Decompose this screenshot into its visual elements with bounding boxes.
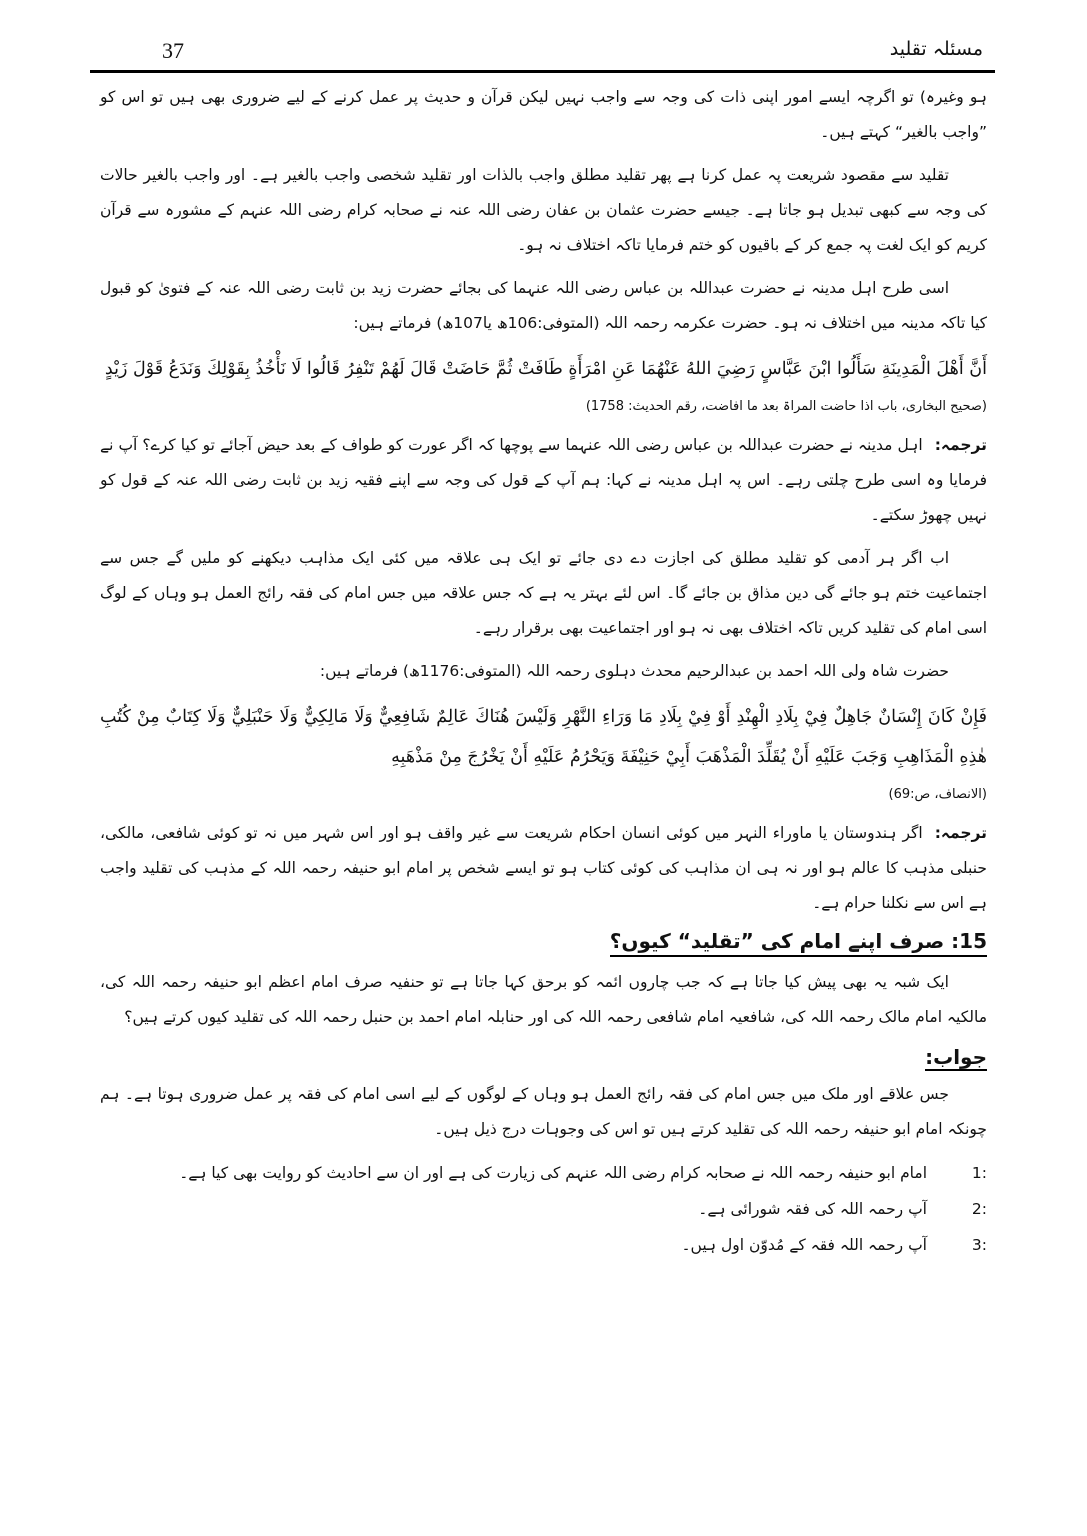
running-title: مسئلہ تقلید	[889, 38, 983, 60]
translation-1	[100, 428, 987, 533]
list-item	[100, 1191, 987, 1227]
list-item	[100, 1155, 987, 1191]
section-heading	[100, 929, 987, 953]
translation-label: ترجمہ:	[934, 436, 987, 454]
translation-2	[100, 816, 987, 921]
page-number: 37	[162, 38, 184, 63]
translation-1-text: اہل مدینہ نے حضرت عبداللہ بن عباس رضی اللہ عنہما سے پوچھا کہ اگر عورت کو طواف کے بعد حیض آجائے تو کیا کرے؟ آپ نے فرمایا وہ اسی طرح چلتی رہے۔ اس پہ اہل مدینہ نے کہا: ہم آپ کے قول کی وجہ سے اپنے فقیہ زید بن ثابت رضی اللہ عنہ کے قول کو نہیں چھوڑ سکتے۔	[100, 436, 987, 524]
paragraph-2: تقلید سے مقصود شریعت پہ عمل کرنا ہے پھر تقلید مطلق واجب بالذات اور تقلید شخصی واجب بالغیر ہے۔ اور واجب بالغیر حالات کی وجہ سے کبھی تبدیل ہو جاتا ہے۔ جیسے حضرت عثمان بن عفان رضی اللہ عنہ نے صحابہ کرام رضی اللہ عنہم کے مشورہ سے قرآن کریم کو ایک لغت پہ جمع کر کے باقیوں کو ختم فرمایا تاکہ اختلاف نہ ہو۔	[100, 166, 987, 254]
list-item	[100, 1227, 987, 1263]
translation-2-text: اگر ہندوستان یا ماوراء النہر میں کوئی انسان احکام شریعت سے غیر واقف ہو اور اس شہر میں نہ تو کوئی شافعی، مالکی، حنبلی مذہب کا عالم ہو اور نہ ہی ان مذاہب کی کوئی کتاب ہو تو ایسے شخص پر امام ابو حنیفہ رحمہ اللہ کے مذہب کی تقلید واجب ہے اس سے نکلنا حرام ہے۔	[100, 824, 987, 912]
page-body	[100, 80, 987, 1263]
paragraph-6: ایک شبہ یہ بھی پیش کیا جاتا ہے کہ جب چاروں ائمہ کو برحق کہا جاتا ہے تو حنفیہ صرف امام اعظم ابو حنیفہ رحمہ اللہ کی، مالکیہ امام مالک رحمہ اللہ کی، شافعیہ امام شافعی رحمہ اللہ کی اور حنابلہ امام احمد بن حنبل رحمہ اللہ کی تقلید کیوں کرتے ہیں؟	[100, 973, 987, 1026]
translation-label-2: ترجمہ:	[934, 824, 987, 842]
list-text: آپ رحمہ اللہ کی فقہ شورائی ہے۔	[698, 1200, 927, 1218]
list-number: :1	[971, 1164, 987, 1182]
header-rule	[90, 70, 995, 73]
answer-heading-text: جواب:	[925, 1045, 987, 1069]
paragraph-1: ہو وغیرہ) تو اگرچہ ایسے امور اپنی ذات کی وجہ سے واجب نہیں لیکن قرآن و حدیث پر عمل کرنے کے لیے ضروری بھی ہیں تو اس کو ”واجب بالغیر“ کہتے ہیں۔	[100, 88, 987, 141]
reference-1: (صحیح البخاری، باب اذا حاضت المراۃ بعد ما افاضت، رقم الحدیث: 1758)	[585, 399, 987, 414]
arabic-quote-2: فَإِنْ كَانَ إِنْسَانٌ جَاهِلٌ فِيْ بِلَادِ الْهِنْدِ أَوْ فِيْ بِلَادِ مَا وَرَاءِ النَّهْرِ وَلَيْسَ هُنَاكَ عَالِمٌ شَافِعِيٌّ وَلَا مَالِكِيٌّ وَلَا حَنْبَلِيٌّ وَلَا كِتَابٌ مِنْ كُتُبِ هٰذِهِ الْمَذَاهِبِ وَجَبَ عَلَيْهِ أَنْ يُقَلِّدَ الْمَذْهَبَ أَبِيْ حَنِيْفَةَ وَيَحْرُمُ عَلَيْهِ أَنْ يَخْرُجَ مِنْ مَذْهَبِهِ	[100, 707, 987, 767]
paragraph-7: جس علاقے اور ملک میں جس امام کی فقہ رائج العمل ہو وہاں کے لوگوں کے لیے اسی امام کی فقہ پر عمل ضروری ہوتا ہے۔ ہم چونکہ امام ابو حنیفہ رحمہ اللہ کی تقلید کرتے ہیں تو اس کی وجوہات درج ذیل ہیں۔	[100, 1085, 987, 1138]
list-number: :3	[971, 1236, 987, 1254]
page-header	[90, 38, 995, 68]
paragraph-3: اسی طرح اہل مدینہ نے حضرت عبداللہ بن عباس رضی اللہ عنہما کی بجائے حضرت زید بن ثابت رضی اللہ عنہ کے فتویٰ کو قبول کیا تاکہ مدینہ میں اختلاف نہ ہو۔ حضرت عکرمہ رحمہ اللہ (المتوفی:106ھ یا107ھ) فرماتے ہیں:	[100, 279, 987, 332]
list-text: امام ابو حنیفہ رحمہ اللہ نے صحابہ کرام رضی اللہ عنہم کی زیارت کی ہے اور ان سے احادیث کو روایت بھی کیا ہے۔	[179, 1164, 927, 1182]
arabic-quote-1: أَنَّ أَهْلَ الْمَدِينَةِ سَأَلُوا ابْنَ عَبَّاسٍ رَضِيَ اللهُ عَنْهُمَا عَنِ امْرَأَةٍ طَافَتْ ثُمَّ حَاضَتْ قَالَ لَهُمْ تَنْفِرُ قَالُوا لَا نَأْخُذُ بِقَوْلِكَ وَنَدَعُ قَوْلَ زَيْدٍ	[104, 359, 987, 379]
answer-heading	[100, 1045, 987, 1069]
list-number: :2	[971, 1200, 987, 1218]
reference-2: (الانصاف، ص:69)	[888, 787, 987, 802]
list-text: آپ رحمہ اللہ فقہ کے مُدوّن اول ہیں۔	[681, 1236, 927, 1254]
paragraph-4: اب اگر ہر آدمی کو تقلید مطلق کی اجازت دے دی جائے تو ایک ہی علاقہ میں کئی ایک مذاہب دیکھنے کو ملیں گے جس سے اجتماعیت ختم ہو جائے گی دین مذاق بن جائے گا۔ اس لئے بہتر یہ ہے کہ جس علاقہ میں جس امام کی فقہ رائج العمل ہو وہاں کے لوگ اسی امام کی تقلید کریں تاکہ اختلاف بھی نہ ہو اور اجتماعیت بھی برقرار رہے۔	[100, 549, 987, 637]
paragraph-5: حضرت شاہ ولی اللہ احمد بن عبدالرحیم محدث دہلوی رحمہ اللہ (المتوفی:1176ھ) فرماتے ہیں:	[319, 662, 949, 680]
section-heading-text: 15: صرف اپنے امام کی ”تقلید“ کیوں؟	[610, 929, 987, 957]
